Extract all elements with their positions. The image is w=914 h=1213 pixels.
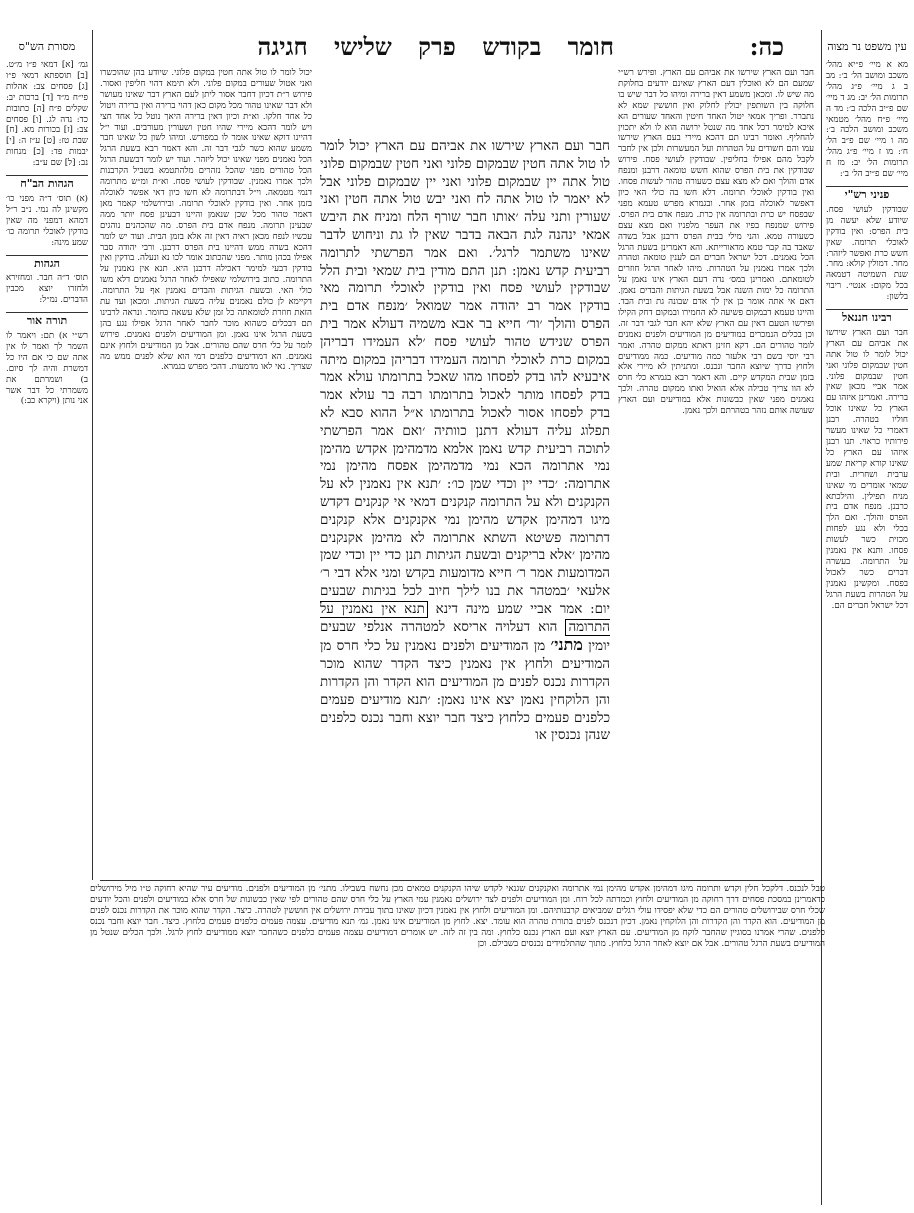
tosafot-commentary	[100, 68, 312, 880]
hagahot-bach-label: הגהות הב"ח	[6, 175, 88, 190]
ein-mishpat-column	[826, 60, 908, 1205]
hagahot-label: הגהות	[6, 255, 88, 270]
page-header	[0, 28, 914, 64]
torah-or-label: תורה אור	[6, 312, 88, 327]
left-margin-rule	[92, 30, 93, 880]
mesoret-entries: גמ׳ [א] דמאי פ״ו מ״ט. [ב] תוספתא דמאי פ״ו [ג] פסחים צב: אהלות פי״ח מ״ד [ד] ברכות יב: שקלים פ״ח [ה] כתובות כד: נדה לג. [ו] פסחים צב: [ז] בכורות מא. [ח] שבת טז: [ט] ע״ז ה: [י] יבמות פד: [כ] מנחות נב: [ל] שם ע״ב:	[6, 60, 88, 169]
bottom-commentary-text: טבל לנכנס. דלקכל חלין וקדש ותרומה מיגו דמהימן אקדש מהימן נמי אתרומה ואקנקנים שגנאי לקדש שיהו הקנקנים טמאים מכן נחשח בשבילו. מתני׳ מן המודיעים ולפנים. מודיעים עיר שהיא רחוקה ט״ו מיל מירושלים כדאמרינן במסכת פסחים דרך רחוקה מן המודיעים ולחוץ וכמדתה לכל רוח. ומן המודיעים ולפנים לצד ירושלים נאמנין עמי הארץ על כלי חרס שהם טהורים לפי שאין כבשונות של חרס אלא במודיעים ולפנים והכל יודעים שכלי חרס שבירושלים טהורים הם כדי שלא יפסידו עולי רגלים שמביאים קרבנותיהם. ומן המודיעים ולחוץ אין נאמנין דכיון שאינו בתוך עבירת ירושלים אין חוששין לטהרה. כיצד. הקדר שהוא מוכר את הקדרות נכנס לפנים מן המודיעים. הוא הקדר והן הקדרות והן הלוקחין נאמן. דכיון דנכנס לפנים בתורת טהרה הוא עומד. יצא. לחוץ מן המודיעים אינו נאמן. גמ׳ תנא מודיעים. עצמה פעמים כלפנים פעמים כלחוץ. כיצד. חבר יוצא וחבר נכנס כלפנים. שהרי אמרנו בסוגיין שהחבר לוקח מן המודיעים. עם הארץ יוצא ועם הארץ נכנס כלחוץ. ומה בין זה לזה. יש אומרים דמודיעים עצמה פעמים כלפנים כשהחבר יוצא ממודיעים לחוץ לרגל. ולכך הכלים שנטל מן המודיעים בשעת הרגל טהורים. אבל אם יוצא לאחר הרגל כלחוץ. מתוך שהתלמידים נכנסים בשבילם. וכן	[90, 884, 825, 950]
rabbenu-chananel-text: חבר ועם הארץ שירשו את אביהם עם הארץ יכול לומר לו טול אתה חטין שבמקום פלוני ואני חטין שבמקום פלוני. אמר אביי מכאן שאין ברירה. ואמרינן איזהו עם הארץ כל שאינו אוכל חוליו בטהרה. רבנן דאמרי כל שאינו מעשר פירותיו כראוי. תנו רבנן איזהו עם הארץ כל שאינו קורא קריאת שמע ערבית ושחרית. ובית שמאי אומרים מי שאינו מניח תפילין. והילכתא כרבנן. מנפח אדם בית הפרס והולך. ואם הלך בכלי ולא נגע לפחות מכזית כשר לעשות פסחו. ותנא אין נאמנין על התרומה. בעשרה דברים כשר לאכול בפסח. ומקשינן נאמנין על הטהרות בשעת הרגל דכל ישראל חברים הם.	[826, 327, 908, 611]
hagahot-text: תוס׳ ד״ה חבר. ומחזירא ולחזרו יוצא מכבין הדברים. נמ״ל:	[6, 273, 88, 306]
pninei-rashi-text: שבודקין לעושי פסח. שיודע שלא יעשה מן בית הפרס: ואין בודקין לאוכלי תרומה. שאין חשש כרת ואפשר ליזהר: מחר. דמולין קולא: מחר. שנת השמיטה דטמאה בכל מקום: אנטי׳. ריבוי בלשון:	[826, 204, 908, 303]
rashi-commentary	[618, 68, 814, 880]
bottom-section-rule	[100, 880, 814, 881]
torah-or-text: רש״י א) תם: ויאמר לו השמר לך ואמר לו אין אתה שם כי אם היו כל דמשרת והיה לך סיום. ב) ושמרתם את משמרתי כל דבר אשר אני נותן (ויקרא כב:)	[6, 331, 88, 407]
rashi-text: חבר ועם הארץ שירשו את אביהם עם הארץ. ופירש רש״י שמעם הם לא ואוכלין דעם הארץ שאינם יודעים בחלוקת מה שיש לו. ומכאן משמע דאין ברירה ומיהו כל דבר שיש בו חלוקה בין השותפין יכולין לחלוק ואין חוששין שמא לא נתברר. ופריך אמאי יטול האחד חיטין והאחד שעורים הא איכא למימר דכל אחד מה שנטל ירושה הוא לו ולא יתכוין להחליף. ואומר רבינו תם דהכא מיירי בעם הארץ שירשו עמו והם חשודים על הטהרות ועל המעשרות ולכן אין לחבר לקבל מהם אפילו בחליפין. שבודקין לעושי פסח. פירוש שבודקין את בית הפרס שהוא חשש טומאה דרבנן ומנפח אדם והולך ואם לא מצא עצם כשעורה טהור לעשות פסחו. ואין בודקין לאוכלי תרומה. דלא חשו בה כולי האי כיון דאפשר לאוכלה בזמן אחר. ובגמרא מפרש טעמא מפני שבפסח יש כרת ובתרומה אין כרת. מנפח אדם בית הפרס. פירוש שמנפח בפיו את העפר מלפניו ואם מצא עצם כשעורה טמא. והני מילי בבית הפרס דרבנן אבל בשדה שאבד בה קבר טמא מדאורייתא. והא דאמרינן בשעת הרגל הכל נאמנים. דכל ישראל חברים הם לענין טומאה וטהרה ולכך אמרו נאמנין על הטהרות. מיהו לאחר הרגל חוזרים לטומאתם. ואמרינן במס׳ נדה דעם הארץ אינו נאמן על התרומה כל ימות השנה אבל בשעת הגיתות והבדים נאמן. דאם אי אתה אומר כן אין לך אדם שבונה גת ובית הבד. והיינו טעמא דבמקום פשיעה לא החמירו ובמקום דחק הקילו ופירשו הטעם דאין עם הארץ שלא יהא חבר לגבי דבר זה. וכן בכלים הנמכרים במודיעים מן המודיעים ולפנים נאמנים לומר טהורים הם. דקא חזינן דאתא ממקום טהרה. ואמר רבי יוסי בשם רבי אלעזר כמה מודיעים. כמה ממודיעים ולחוץ כדרך שיוצא החבר ונכנס. ומתניתין לא מיירי אלא בזמן שבית המקדש קיים. והא דאמר רבא בגמרא כלי חרס לא הוו צריך טבילה אלא הואיל ואתו ממקום טהרה. ולכך נאמנים מפני שאין כבשונות אלא במודיעים ועם הארץ שעושה אותם נזהר בטהרתם ולכך נאמן.	[618, 68, 814, 417]
ein-mishpat-entries: מא א מיי׳ פ״יא מהל׳ משכב ומושב הל׳ ב׳: מב ב ג מיי׳ פ״ג מהל׳ תרומות הל׳ יב: מג ד מיי׳ שם פ״יב הלכה ב׳: מד ה מיי׳ פ״ח מהל׳ מטמאי משכב ומושב הלכה ב׳: מה ו מיי׳ שם פ״ב הל׳ ח׳: מו ז מיי׳ פ״ג מהל׳ תרומות הל׳ יב: מז ח מיי׳ שם פ״יב הל׳ ב׳:	[826, 60, 908, 180]
gemara-part-2: הוא דעלויה אריסא למטהרה אנלפי שבעים יומין	[320, 619, 610, 655]
ein-mishpat-label: עין משפט נר מצוה	[827, 40, 907, 53]
page-title: חומר בקודש פרק שלישי חגיגה	[257, 32, 614, 61]
mesoret-column	[6, 60, 88, 880]
rabbenu-chananel-label: רבינו חננאל	[826, 309, 908, 324]
daf-number: כה:	[749, 32, 784, 61]
gemara-part-3: מן המודיעים ולפנים נאמנין על כלי חרס מן המודיעים ולחוץ אין נאמנין כיצד הקדר שהוא מוכר הקדרות נכנס לפנים מן המודיעים הוא הקדר והן הקדרות והן הלוקחין נאמן יצא אינו נאמן: ׳תנא מודיעים פעמים כלפנים פעמים כלחוץ כיצד חבר יוצא וחבר נכנס כלפנים שנהן נכנסין או	[320, 639, 610, 744]
mishna-label: מתני׳	[550, 635, 583, 655]
bottom-commentary	[90, 884, 825, 1204]
gemara-part-1: חבר ועם הארץ שירשו את אביהם עם הארץ יכול לומר לו טול אתה חטין שבמקום פלוני ואני חטין שבמקום פלוני טול אתה יין שבמקום פלוני ואני יין שבמקום פלוני אבל לא יאמר לו טול אתה לח ואני יבש טול אתה חטין ואני שעורין ותני עלה ׳אותו חבר שורף הלח ומניח את היבש אמאי ינהנה לגת הבאה בדבר שאין לו גת וניחוש לדבר שאינו משתמר לרגל׳. ואם אמר הפרשתי לתרומה רביעית קדש נאמן: תנן התם מודין בית שמאי ובית הלל שבודקין לעושי פסח ואין בודקין לאוכלי תרומה מאי בודקין אמר רב יהודה אמר שמואל ׳מנפח אדם בית הפרס והולך ׳ור׳ חייא בר אבא משמיה דעולא אמר בית הפרס שנידש טהור לעושי פסח ׳לא העמידו דבריהן במקום כרת לאוכלי תרומה העמידו דבריהן במקום מיתה איבעיא להו בדק לפסחו מהו שאכל בתרומתו עולא אמר בדק לפסחו מותר לאכול בתרומתו רבה בר עולא אמר בדק לפסחו אסור לאכול בתרומתו א״ל ההוא סבא לא תפלוג עליה דעולא דתנן כוותיה ׳ואם אמר הפרשתי לתוכה רביעית קדש נאמן אלמא מדמהימן אקדש מהימן נמי אתרומה הכא נמי מדמהימן אפסח מהימן נמי אתרומה: ׳כדי יין וכדי שמן כו׳: ׳תנא אין נאמנין לא על הקנקנים ולא על התרומה קנקנים דמאי אי קנקנים דקדש מיגו דמהימן אקדש מהימן נמי אקנקנים אלא קנקנים דתרומה פשיטא השתא אתרומה לא מהימן אקנקנים מהימן ׳אלא בריקנים ובשעת הגיתות תנן כדי יין וכדי שמן המדומעות אמר ר׳ חייא מדומעות בקדש ומני אלא דבי ר׳ אלעאי ׳במטהר את בנו לילך חיוב לכל בגיתות שבעים יום: אמר אביי שמע מינה דינא	[320, 139, 610, 617]
hagahot-bach-text: (א) תוס׳ ד״ה מפני כו׳ מקשינן לה נמי. נ״ב ר״ל דמהא דמפני מה שאין בודקין לאוכלי תרומה כו׳ שמע מינה:	[6, 193, 88, 248]
gemara-main-text	[320, 138, 610, 880]
boxed-inside-text: תנא אין נאמנין על התרומה	[320, 601, 610, 635]
tosafot-text: יכול לומר לו טול אתה חטין במקום פלוני. שיודע בהן שהוכשרו ואני אטול שעורים במקום פלוני. ולא תימא דהוי חליפין ואסור. פירוש ר״ת דכיון דחבר אסור ליתן לעם הארץ דבר שאינו מעושר ולא דבר שאינו טהור מכל מקום כאן דהוי ברירה ואין ברירה ויטול כל אחד חלקו. וא״ת וכיון דאין ברירה היאך נוטל כל אחד חצי ויש לומר דהכא מיירי שהיו חטין ושעורין מעורבים. ועוד י״ל דהיינו דוקא שאינו אומר לו במפורש. ומיהו לשון כל שאינו חבר משמע שהוא כשר לגבי דבר זה. והא דאמר רבא בשעת הרגל הכל נאמנים מפני שאינו יכול ליזהר. ועוד יש לומר דבשעת הרגל הכל טהורים מפני שהכל נזהרים מלהתטמא בשביל הקרבנות ולכך אמרו נאמנין. שבודקין לעושי פסח. וא״ת ומ״ש מתרומה דנמי מטמאה. וי״ל דבתרומה לא חשו כיון דאי אפשר לאוכלה בזמן אחר. ואין בודקין לאוכלי תרומה. ובירושלמי קאמר מאן דאמר טהור מכל שכן שנאמן והיינו דבעינן פסח יותר ממה שבעינן תרומה. מנפח אדם בית הפרס. מה שהכהנים נוהגים עכשיו לנפח מכאן ראיה דאין זה אלא בזמן הבית. ועוד יש לומר דהכא בשדה ממש דהיינו בית הפרס דרבנן. ורבי יהודה סבר אפילו בכהן מותר. מפני שהכתוב אומר לכו נא ונעלה. בודקין ואין בודקין דבעי למימר דאכילה דרבנן היא. תנא אין נאמנין על התרומה. כתוב בירושלמי שאפילו לאחר הרגל נאמנים דלא משו כולי האי. ובשעת הגיתות והבדים נאמנין אף על התרומה. דקיימא לן כולם נאמנים עליה בשעת הגיתות. ומכאן ועד עת הזאת חוזרת לטומאתה כל זמן שלא עשאה כחומר. ונראה לרבינו תם דבכלים כשהוא מוכר לחבר לאחר הרגל אפילו נגע בהן בשעת הרגל אינו נאמן. ומן המודיעים ולפנים נאמנים. פירוש לומר על כלי חרס שהם טהורים. אבל מן המודיעים ולחוץ אינם נאמנים. הא דמודיעים כלפנים דמי הוא שלא לפנים ממש מה שצריך. נאי לאו מדמעות. דהכי מפרש בגמרא.	[100, 68, 312, 373]
mesoret-label: מסורת הש"ס	[18, 40, 76, 53]
pninei-rashi-label: פניני רש"י	[826, 186, 908, 201]
